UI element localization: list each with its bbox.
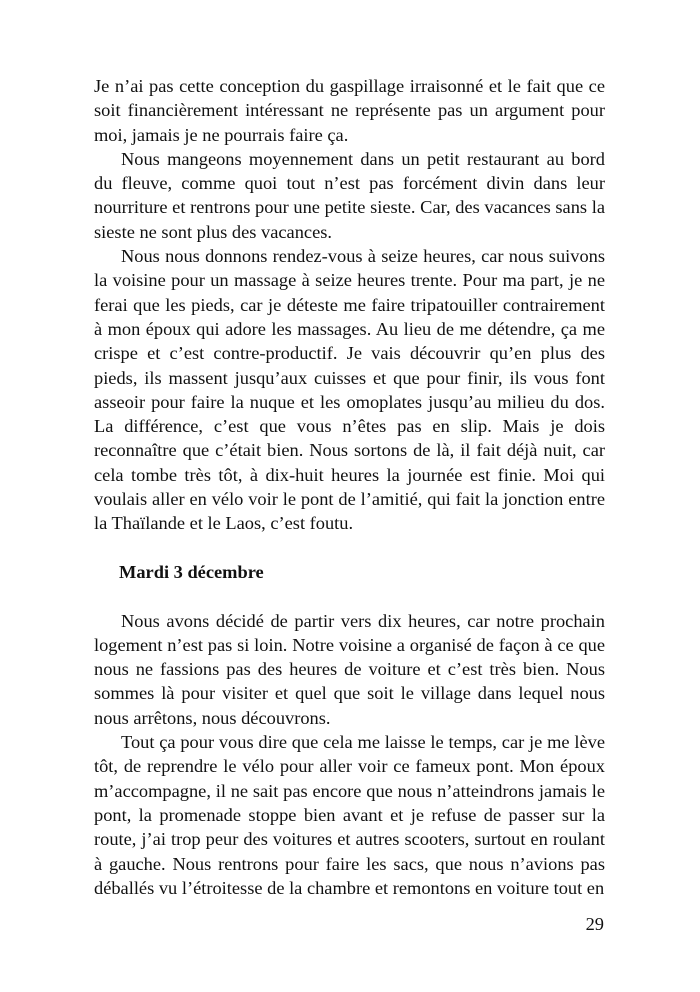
paragraph: Tout ça pour vous dire que cela me laisse le temps, car je me lève tôt, de reprendre le vélo pour aller voir ce fameux pont. Mon époux m’accompagne, il ne sait pas encore que nous n’atteindrons jamais le pont, la promenade stoppe bien avant et je refuse de passer sur la route, j’ai trop peur des voitures et autres scooters, surtout en roulant à gauche. Nous rentrons pour faire les sacs, que nous n’avions pas déballés vu l’étroitesse de la chambre et remontons en voiture tout en — [94, 732, 605, 898]
paragraph: Nous nous donnons rendez-vous à seize heures, car nous suivons la voisine pour un massage à seize heures trente. Pour ma part, je ne ferai que les pieds, car je déteste me faire tripatouiller contrairement à mon époux qui adore les massages. Au lieu de me détendre, ça me crispe et c’est contre-productif. Je vais découvrir qu’en plus des pieds, ils massent jusqu’aux cuisses et que pour finir, ils vous font asseoir pour faire la nuque et les omoplates jusqu’au milieu du dos. La différence, c’est que vous n’êtes pas en slip. Mais je dois reconnaître que c’était bien. Nous sortons de là, il fait déjà nuit, car cela tombe très tôt, à dix-huit heures la journée est finie. Moi qui voulais aller en vélo voir le pont de l’amitié, qui fait la jonction entre la Thaïlande et le Laos, c’est foutu. — [94, 246, 605, 534]
section-previous-day — [94, 74, 605, 536]
paragraph: Nous mangeons moyennement dans un petit restaurant au bord du fleuve, comme quoi tout n’est pas forcément divin dans leur nourriture et rentrons pour une petite sieste. Car, des vacances sans la sieste ne sont plus des vacances. — [94, 148, 605, 242]
section-mardi-3-decembre — [94, 609, 605, 901]
paragraph: Nous avons décidé de partir vers dix heures, car notre prochain logement n’est pas si loin. Notre voisine a organisé de façon à ce que nous ne fassions pas des heures de voiture et c’est très bien. Nous sommes là pour visiter et quel que soit le village dans lequel nous nous arrêtons, nous découvrons. — [94, 610, 605, 728]
paragraph: Je n’ai pas cette conception du gaspillage irraisonné et le fait que ce soit financièrement intéressant ne représente pas un argument pour moi, jamais je ne pourrais faire ça. — [94, 76, 605, 145]
book-page — [94, 74, 605, 900]
section-heading: Mardi 3 décembre — [119, 561, 264, 582]
page-number: 29 — [585, 914, 604, 934]
